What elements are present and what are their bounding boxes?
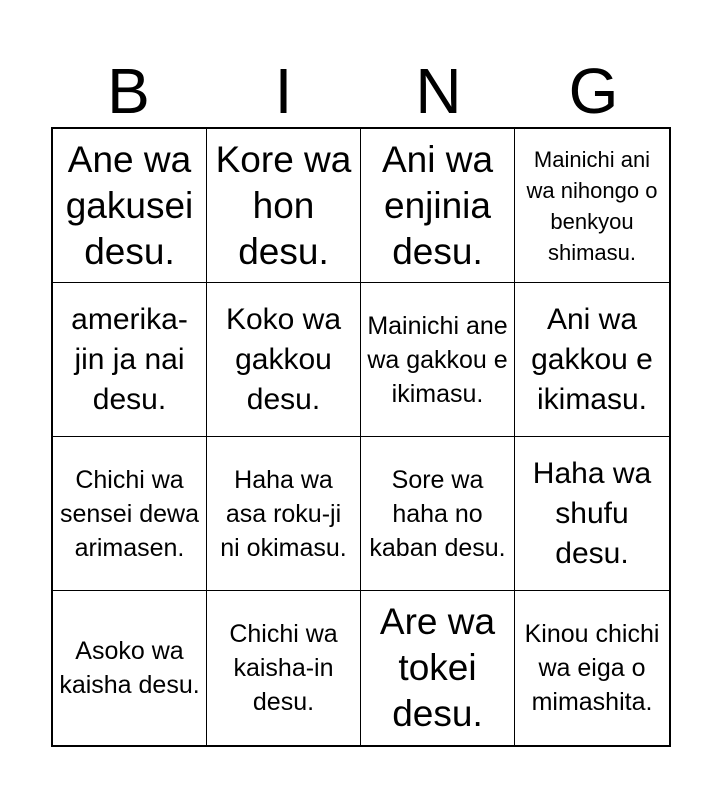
header-letter-b: B (107, 55, 150, 127)
bingo-cell-r2c2[interactable] (207, 283, 361, 437)
header-letter-n: N (415, 55, 462, 127)
bingo-card-grid (51, 127, 671, 747)
bingo-cell-r3c2[interactable] (207, 437, 361, 591)
cell-text: Haha wa asa roku-ji ni okimasu. (220, 465, 347, 562)
cell-text: Kinou chichi wa eiga o mimashita. (524, 620, 660, 716)
bingo-cell-r3c4[interactable] (515, 437, 669, 591)
cell-text: Sore wa haha no kaban desu. (369, 465, 506, 562)
header-letter-g: G (568, 55, 619, 127)
bingo-cell-r3c3[interactable] (361, 437, 515, 591)
cell-text: Asoko wa kaisha desu. (59, 637, 200, 699)
bingo-header (51, 55, 671, 127)
cell-text: Kore wa hon desu. (215, 138, 352, 272)
bingo-cell-r4c2[interactable] (207, 591, 361, 745)
cell-text: Koko wa gakkou desu. (225, 302, 342, 416)
bingo-cell-r1c3[interactable] (361, 129, 515, 283)
cell-text: Ane wa gakusei desu. (65, 138, 194, 272)
bingo-cell-r4c1[interactable] (53, 591, 207, 745)
bingo-cell-r4c4[interactable] (515, 591, 669, 745)
cell-text: Chichi wa kaisha-in desu. (229, 620, 338, 716)
bingo-cell-r2c1[interactable] (53, 283, 207, 437)
bingo-cell-r1c2[interactable] (207, 129, 361, 283)
bingo-cell-r1c1[interactable] (53, 129, 207, 283)
bingo-cell-r4c3[interactable] (361, 591, 515, 745)
bingo-cell-r1c4[interactable] (515, 129, 669, 283)
cell-text: Mainichi ani wa nihongo o benkyou shimasu. (526, 146, 658, 265)
cell-text: Haha wa shufu desu. (532, 456, 652, 570)
cell-text: Ani wa gakkou e ikimasu. (531, 302, 653, 416)
cell-text: Chichi wa sensei dewa arimasen. (60, 465, 199, 562)
cell-text: amerika-jin ja nai desu. (71, 302, 188, 416)
bingo-cell-r3c1[interactable] (53, 437, 207, 591)
cell-text: Ani wa enjinia desu. (381, 138, 494, 272)
header-letter-i: I (274, 55, 293, 127)
bingo-cell-r2c3[interactable] (361, 283, 515, 437)
bingo-cell-r2c4[interactable] (515, 283, 669, 437)
cell-text: Mainichi ane wa gakkou e ikimasu. (367, 311, 508, 408)
cell-text: Are wa tokei desu. (379, 601, 496, 734)
